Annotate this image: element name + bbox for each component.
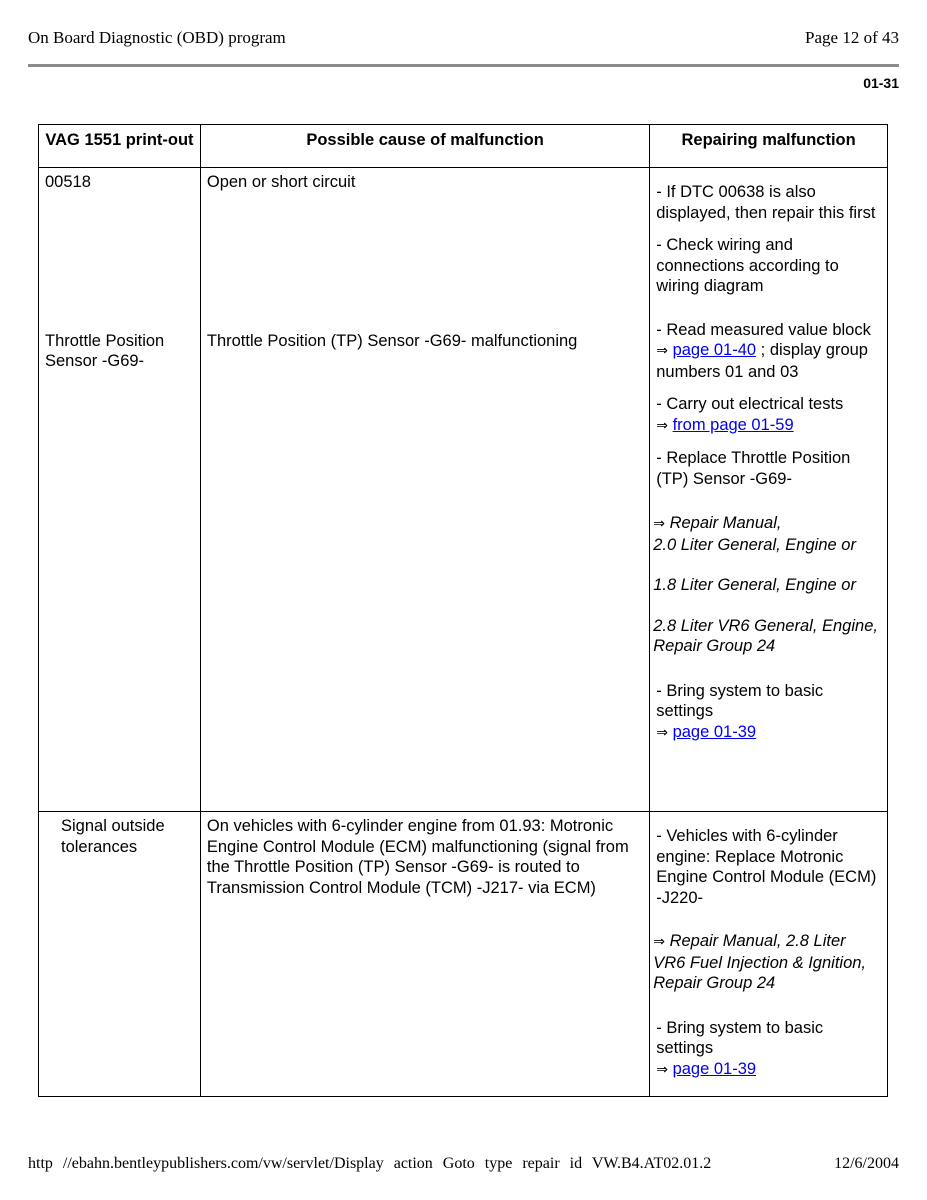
- cause-text: Open or short circuit: [206, 173, 356, 191]
- column-header-printout: VAG 1551 print-out: [39, 125, 201, 168]
- repair-step: [656, 320, 881, 383]
- repair-step: - If DTC 00638 is also displayed, then repair this first: [656, 183, 876, 222]
- page-link[interactable]: from page 01-59: [672, 415, 794, 434]
- repair-cell: [650, 168, 888, 812]
- document-title: On Board Diagnostic (OBD) program: [28, 28, 286, 47]
- repair-step: - Vehicles with 6-cylinder engine: Replace Motronic Engine Control Module (ECM) -J220-: [656, 827, 877, 907]
- header-divider: [28, 64, 899, 67]
- table-row: [39, 168, 888, 812]
- repair-step-text: ; display group numbers 01 and 03: [656, 341, 868, 381]
- reference-text: 2.8 Liter VR6 General, Engine,: [653, 616, 878, 635]
- page-link[interactable]: page 01-39: [672, 1059, 757, 1078]
- arrow-right-icon: ⇒: [656, 724, 668, 741]
- reference-text: Repair Manual, 2.8 Liter VR6 Fuel Injection & Ignition, Repair Group 24: [653, 932, 867, 992]
- page-link[interactable]: page 01-40: [672, 341, 757, 359]
- repair-step-text: - Read measured value block: [656, 320, 871, 339]
- repair-step-text: - Bring system to basic settings: [656, 1018, 824, 1057]
- repair-step: [656, 681, 881, 744]
- column-header-repair: Repairing malfunction: [650, 125, 888, 168]
- reference-text: Repair Manual,: [669, 514, 782, 532]
- reference-text: 2.0 Liter General, Engine or: [653, 535, 856, 554]
- printout-cell: Signal outside tolerances: [39, 812, 201, 1097]
- source-url: http //ebahn.bentleypublishers.com/vw/servlet/Display action Goto type repair id VW.B4.AT02.01.2: [28, 1155, 712, 1172]
- page-link[interactable]: page 01-39: [672, 722, 757, 741]
- table-header-row: [39, 125, 888, 168]
- manual-reference: [653, 513, 881, 555]
- repair-step-text: - Carry out electrical tests: [656, 395, 844, 413]
- manual-reference: [653, 616, 881, 657]
- arrow-right-icon: ⇒: [656, 417, 668, 434]
- reference-text: Repair Group 24: [653, 637, 776, 655]
- table-row: [39, 812, 888, 1097]
- manual-reference: [653, 931, 881, 994]
- print-date: 12/6/2004: [834, 1155, 899, 1172]
- arrow-right-icon: ⇒: [656, 1061, 668, 1078]
- repair-step: - Check wiring and connections according to wiring diagram: [656, 236, 839, 295]
- component-name: Throttle Position Sensor -G69-: [45, 331, 165, 370]
- repair-step: - Replace Throttle Position (TP) Sensor -G69-: [656, 449, 851, 488]
- cause-cell: [200, 168, 649, 812]
- fault-code: 00518: [45, 173, 91, 191]
- printout-cell: [39, 168, 201, 812]
- manual-reference: 1.8 Liter General, Engine or: [653, 576, 856, 594]
- repair-step: [656, 394, 881, 436]
- arrow-right-icon: ⇒: [656, 343, 668, 359]
- arrow-right-icon: ⇒: [653, 516, 665, 532]
- cause-text: Throttle Position (TP) Sensor -G69- malfunctioning: [206, 331, 578, 350]
- repair-step: [656, 1018, 881, 1081]
- page-number: Page 12 of 43: [805, 28, 899, 47]
- repair-step-text: - Bring system to basic settings: [656, 681, 824, 720]
- arrow-right-icon: ⇒: [653, 934, 665, 950]
- diagnostic-table: [38, 124, 888, 1097]
- column-header-cause: Possible cause of malfunction: [200, 125, 649, 168]
- repair-cell: [650, 812, 888, 1097]
- section-code: 01-31: [863, 75, 899, 91]
- cause-cell: On vehicles with 6-cylinder engine from 01.93: Motronic Engine Control Module (ECM) malfunctioning (signal from the Throttle Position (TP) Sensor -G69- is routed to Transmission Control Module (TCM) -J217- via ECM): [200, 812, 649, 1097]
